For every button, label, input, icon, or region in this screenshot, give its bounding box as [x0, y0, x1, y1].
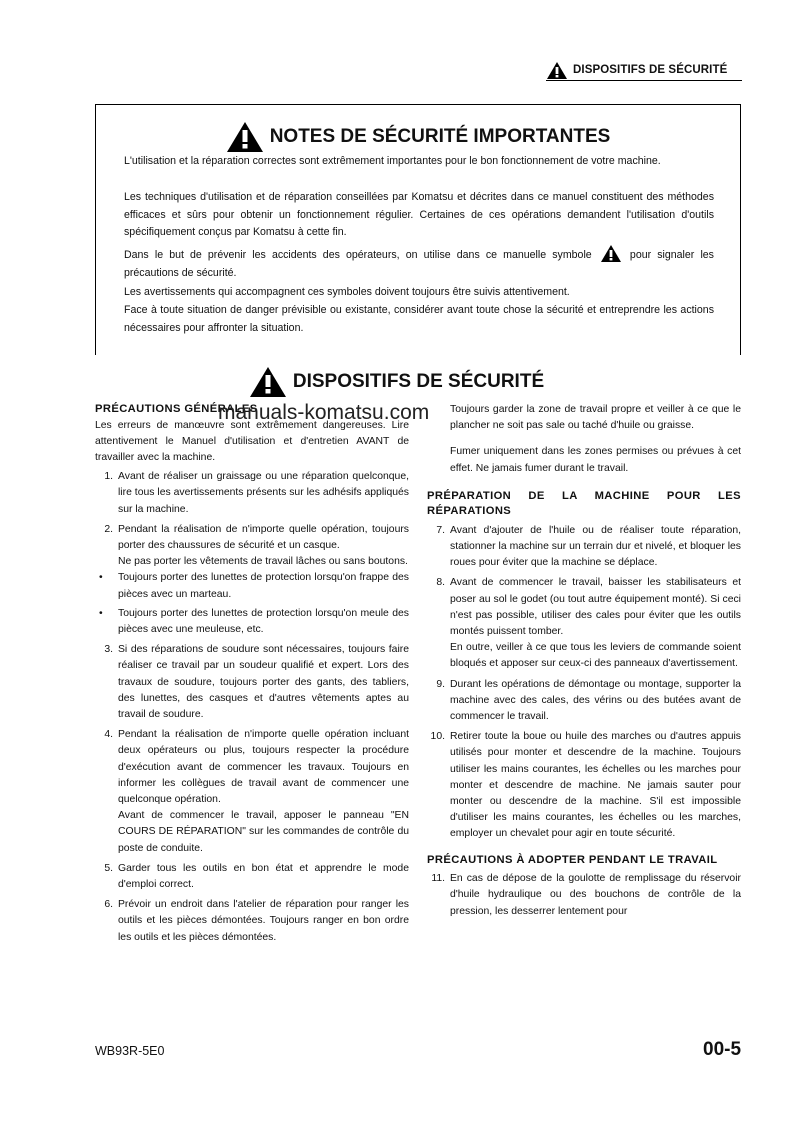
bullet-mark: • [99, 572, 103, 584]
warning-icon [546, 61, 568, 80]
item-text: Durant les opérations de démontage ou montage, supporter la machine avec des cales, des vérins ou des butées avant de commencer le travail. [450, 678, 741, 723]
item-number: 2. [104, 523, 113, 535]
notes-title [96, 121, 740, 153]
list-item [95, 469, 409, 518]
item-text: En cas de dépose de la goulotte de remplissage du réservoir d'huile hydraulique ou des bouchons de contrôle de la pression, les desserrer lentement pour [450, 873, 741, 917]
header-section-title: DISPOSITIFS DE SÉCURITÉ [573, 64, 728, 76]
warning-icon [226, 121, 264, 153]
item-text: Avant de réaliser un graissage ou une réparation quelconque, lire tous les avertissements présents sur les adhésifs appliqués sur la machine. [118, 471, 409, 515]
item-number: 9. [436, 678, 445, 690]
notes-paragraph: Les avertissements qui accompagnent ces symboles doivent toujours être suivis attentivement. [124, 286, 570, 298]
item-number: 7. [436, 524, 445, 536]
list-item [427, 871, 741, 920]
item-number: 5. [104, 862, 113, 874]
list-item [95, 861, 409, 893]
bullet-text: Toujours porter des lunettes de protection lorsqu'on meule des pièces avec une meuleuse, etc. [118, 607, 409, 635]
notes-paragraph [124, 247, 714, 282]
bullet-item [95, 606, 409, 638]
watermark: manuals-komatsu.com [218, 401, 430, 424]
item-text: Garder tous les outils en bon état et apprendre le mode d'emploi correct. [118, 862, 409, 890]
item-number: 1. [104, 471, 113, 483]
smoking-paragraph: Fumer uniquement dans les zones permises ou prévues à cet effet. Ne jamais fumer durant le travail. [450, 446, 741, 474]
item-text: Avant de commencer le travail, baisser les stabilisateurs et poser au sol le godet (ou tout autre équipement monté). Si ceci n'est pas possible, utiliser des cales pour éviter que les outils montés puissent tomber. [450, 577, 741, 638]
warning-icon [600, 244, 622, 263]
item-number: 11. [431, 873, 445, 885]
section-title-text: DISPOSITIFS DE SÉCURITÉ [292, 371, 545, 392]
header-rule [546, 80, 742, 81]
item-number: 4. [104, 729, 113, 741]
notes-paragraph: Face à toute situation de danger prévisible ou existante, considérer avant toute chose la sécurité et entreprendre les actions nécessaires pour affronter la situation. [124, 304, 714, 334]
item-extra: Ne pas porter les vêtements de travail lâches ou sans boutons. [118, 556, 408, 568]
notes-symbol-text-end: pour signaler les précautions de sécurité. [124, 249, 714, 279]
list-item [427, 523, 741, 572]
notes-paragraph: Les techniques d'utilisation et de réparation conseillées par Komatsu et décrites dans ce manuel constituent des méthodes efficaces et sûrs pour obtenir un fonctionnement régulier. Certaines de ces opérations demandent l'utilisation d'outils spécifiquement conçus par Komatsu à cette fin. [124, 191, 714, 238]
list-item [95, 642, 409, 723]
item-text: Prévoir un endroit dans l'atelier de réparation pour ranger les outils et les pièces démontées. Toujours ranger en bon ordre les outils et les pièces démontées. [118, 899, 409, 943]
item-text: Retirer toute la boue ou huile des marches ou d'autres appuis utilisés pour monter et descendre de la machine. Toujours utiliser les mains courantes, les échelles ou les marches pour monter et descendre de machine. Ne jamais sauter pour monter ou descendre de la machine. S'il est impossible d'utiliser les mains courantes, les échelles ou les marches, employer un chevalet pour agir en toute sécurité. [450, 731, 741, 840]
safety-notes-box [95, 104, 741, 355]
heading-machine-preparation: PRÉPARATION DE LA MACHINE POUR LES RÉPARATIONS [427, 489, 741, 518]
intro-paragraph: Les erreurs de manœuvre sont extrêmement dangereuses. Lire attentivement le Manuel d'utilisation et d'entretien AVANT de travailler avec la machine. [95, 419, 409, 463]
item-text: Pendant la réalisation de n'importe quelle opération, toujours porter des chaussures de sécurité et un casque. [118, 523, 409, 551]
page-number: 00-5 [703, 1039, 742, 1060]
right-column [427, 402, 741, 920]
list-item [95, 897, 409, 946]
item-number: 6. [104, 899, 113, 911]
heading-general-precautions: PRÉCAUTIONS GÉNÉRALES [95, 403, 258, 415]
item-number: 10. [430, 731, 445, 743]
warning-icon [249, 366, 287, 398]
section-title [0, 366, 793, 398]
item-text: Si des réparations de soudure sont nécessaires, toujours faire réaliser ce travail par un soudeur qualifié et expert. Lors des travaux de soudure, toujours porter des gants, des tabliers, des lunettes, des casques et d'autres vêtements aptes au travail de soudure. [118, 644, 409, 720]
notes-paragraph: L'utilisation et la réparation correctes sont extrêmement importantes pour le bon fonctionnement de votre machine. [124, 155, 661, 167]
item-text: Pendant la réalisation de n'importe quelle opération incluant deux opérateurs ou plus, toujours respecter la procédure d'exécution avant de commencer les travaux. Toujours en informer les collègues de travail avant de commencer une quelconque opération. [118, 729, 409, 805]
list-item [427, 575, 741, 672]
item-number: 3. [104, 644, 113, 656]
notes-title-text: NOTES DE SÉCURITÉ IMPORTANTES [269, 126, 611, 147]
running-header [546, 59, 741, 81]
item-extra: Avant de commencer le travail, apposer le panneau "EN COURS DE RÉPARATION" sur les commandes de contrôle du poste de conduite. [118, 810, 409, 854]
list-item [427, 677, 741, 726]
item-extra: En outre, veiller à ce que tous les leviers de commande soient bloqués et apposer sur ceux-ci des panneaux d'avertissement. [450, 642, 741, 670]
heading-work-precautions: PRÉCAUTIONS À ADOPTER PENDANT LE TRAVAIL [427, 853, 718, 866]
list-item [427, 729, 741, 842]
notes-symbol-text: Dans le but de prévenir les accidents des opérateurs, on utilise dans ce manuelle symbole [124, 249, 592, 261]
item-number: 8. [436, 577, 445, 589]
list-item [95, 522, 409, 571]
bullet-text: Toujours porter des lunettes de protection lorsqu'on frappe des pièces avec un marteau. [118, 572, 409, 600]
bullet-item [95, 570, 409, 602]
item-text: Avant d'ajouter de l'huile ou de réaliser toute réparation, stationner la machine sur un terrain dur et nivelé, et bloquer les roues pour éviter que la machine se déplace. [450, 524, 741, 569]
bullet-mark: • [99, 607, 103, 619]
workplace-paragraph: Toujours garder la zone de travail propre et veiller à ce que le plancher ne soit pas sale ou taché d'huile ou graisse. [450, 404, 741, 432]
list-item [95, 727, 409, 857]
left-column [95, 402, 409, 946]
footer-model: WB93R-5E0 [95, 1044, 165, 1058]
